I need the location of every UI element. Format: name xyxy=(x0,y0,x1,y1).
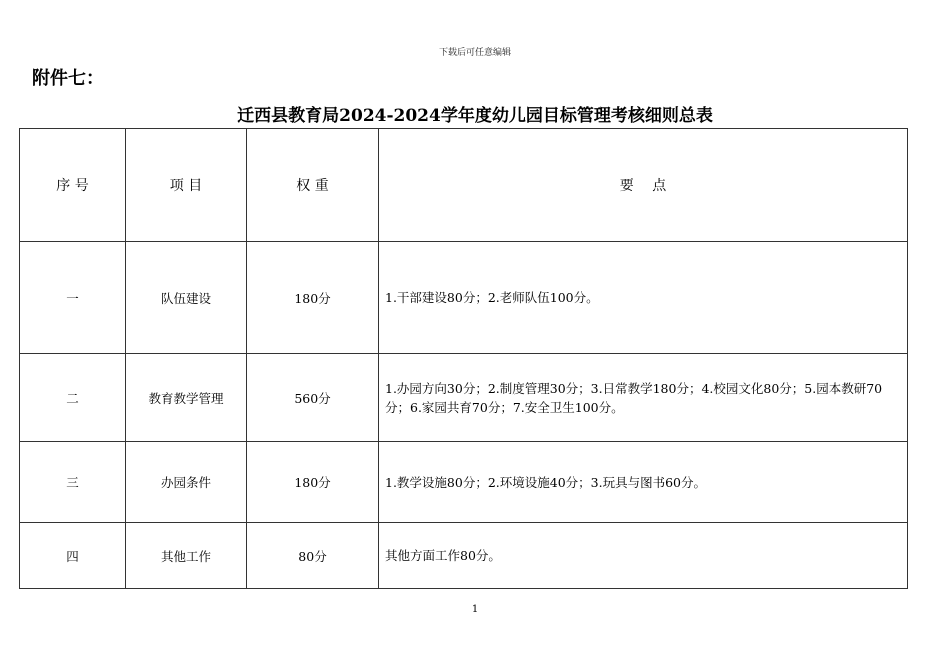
row-weight: 80分 xyxy=(247,523,379,589)
table-row xyxy=(20,242,908,354)
row-points: 1.干部建设80分；2.老师队伍100分。 xyxy=(379,242,908,354)
row-weight: 180分 xyxy=(247,442,379,523)
header-points: 要 点 xyxy=(379,129,908,242)
header-note: 下载后可任意编辑 xyxy=(438,48,511,58)
attachment-label: 附件七： xyxy=(32,68,104,89)
row-item: 办园条件 xyxy=(126,442,247,523)
table-row xyxy=(20,442,908,523)
table-header-row xyxy=(20,129,908,242)
row-item: 其他工作 xyxy=(126,523,247,589)
row-weight: 560分 xyxy=(247,354,379,442)
header-weight: 权 重 xyxy=(247,129,379,242)
row-seq: 一 xyxy=(20,242,126,354)
row-points: 1.教学设施80分；2.环境设施40分；3.玩具与图书60分。 xyxy=(379,442,908,523)
row-item: 教育教学管理 xyxy=(126,354,247,442)
row-item: 队伍建设 xyxy=(126,242,247,354)
row-points: 其他方面工作80分。 xyxy=(379,523,908,589)
row-seq: 四 xyxy=(20,523,126,589)
assessment-table xyxy=(19,128,908,589)
row-weight: 180分 xyxy=(247,242,379,354)
row-seq: 二 xyxy=(20,354,126,442)
row-points: 1.办园方向30分；2.制度管理30分；3.日常教学180分；4.校园文化80分；5.园本教研70分；6.家园共育70分；7.安全卫生100分。 xyxy=(379,354,908,442)
header-item: 项 目 xyxy=(126,129,247,242)
table-row xyxy=(20,523,908,589)
header-seq: 序 号 xyxy=(20,129,126,242)
table-row xyxy=(20,354,908,442)
row-seq: 三 xyxy=(20,442,126,523)
page-number: 1 xyxy=(471,604,479,615)
document-title: 迁西县教育局2024-2024学年度幼儿园目标管理考核细则总表 xyxy=(237,106,713,126)
